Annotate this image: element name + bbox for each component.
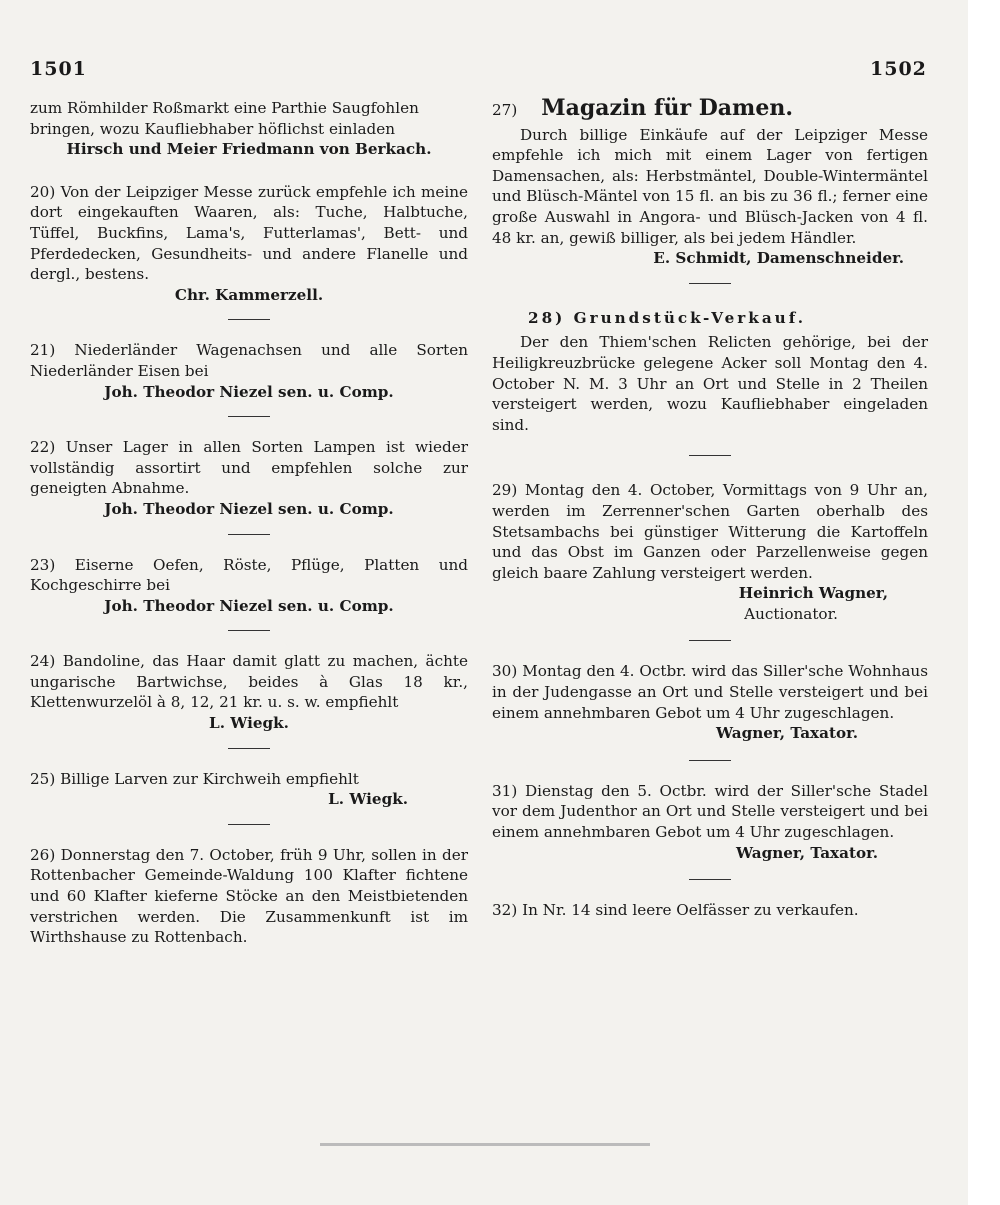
ad-26: [30, 845, 468, 948]
ad-number: 27): [492, 101, 518, 119]
ad-23: [30, 555, 468, 617]
ad-signature: Wagner, Taxator.: [736, 843, 878, 862]
ad-22: [30, 437, 468, 519]
ad-signature: Joh. Theodor Niezel sen. u. Comp.: [104, 499, 394, 518]
ad-27: [492, 95, 928, 269]
separator-rule: [689, 760, 731, 761]
separator-rule: [228, 630, 270, 631]
separator-rule: [689, 879, 731, 880]
ad-text: Der den Thiem'schen Relicten gehörige, bei der Heiligkreuzbrücke gelegene Acker soll Montag den 4. October N. M. 3 Uhr an Ort und Stelle in 2 Theilen versteigert werden, wozu Kaufliebhaber eingeladen sind.: [492, 333, 928, 434]
ad-heading: Magazin für Damen.: [541, 95, 793, 121]
ad-text: 22) Unser Lager in allen Sorten Lampen ist wieder vollständig assortirt und empfehlen solche zur geneigten Abnahme.: [30, 438, 468, 498]
ad-top-continuation: [30, 98, 468, 160]
ad-29: [492, 480, 928, 624]
separator-rule: [228, 416, 270, 417]
ad-32: [492, 900, 928, 921]
ad-text: 21) Niederländer Wagenachsen und alle Sorten Niederländer Eisen bei: [30, 341, 468, 380]
page-margin: [968, 0, 1000, 1205]
ad-text-line: bringen, wozu Kaufliebhaber höflichst einladen: [30, 119, 395, 138]
ad-text: Durch billige Einkäufe auf der Leipziger Messe empfehle ich mich mit einem Lager von fertigen Damensachen, als: Herbstmäntel, Double-Wintermäntel und Blüsch-Mäntel von 15 fl. an bis zu 36 fl.; ferner eine große Auswahl in Angora- und Blüsch-Jacken von 4 fl. 48 kr. an, gewiß billiger, als bei jedem Händler.: [492, 125, 928, 247]
ad-signature-title: Auctionator.: [744, 604, 838, 623]
right-column: [492, 95, 928, 921]
ad-20: [30, 182, 468, 306]
ad-text: 20) Von der Leipziger Messe zurück empfehle ich meine dort eingekauften Waaren, als: Tuche, Halbtuche, Tüffel, Buckfins, Lama's, Futterlamas', Bett- und Pferdedecken, Gesundheits- und andere Flanelle und dergl., bestens.: [30, 182, 468, 284]
ad-31: [492, 781, 928, 863]
separator-rule: [689, 455, 731, 456]
ad-text: 26) Donnerstag den 7. October, früh 9 Uhr, sollen in der Rottenbacher Gemeinde-Waldung 100 Klafter fichtene und 60 Klafter kieferne Stöcke an den Meistbietenden verstrichen werden. Die Zusammenkunft ist im Wirthshause zu Rottenbach.: [30, 845, 468, 947]
separator-rule: [228, 319, 270, 320]
separator-rule: [689, 640, 731, 641]
left-column: [30, 98, 468, 948]
ad-signature: L. Wiegk.: [328, 790, 408, 809]
ad-signature: Wagner, Taxator.: [716, 724, 858, 743]
page-number-left: 1501: [30, 58, 87, 80]
ad-signature: L. Wiegk.: [209, 714, 289, 733]
separator-rule: [689, 283, 731, 284]
ad-signature: Hirsch und Meier Friedmann von Berkach.: [66, 140, 432, 159]
ad-signature: Joh. Theodor Niezel sen. u. Comp.: [104, 596, 394, 615]
separator-rule: [228, 748, 270, 749]
ad-text: 29) Montag den 4. October, Vormittags von 9 Uhr an, werden im Zerrenner'schen Garten oberhalb des Stetsambachs bei günstiger Witterung die Kartoffeln und das Obst im Ganzen oder Parzellenweise gegen gleich baare Zahlung versteigert werden.: [492, 481, 928, 582]
bottom-rule: [320, 1143, 650, 1146]
ad-24: [30, 651, 468, 733]
ad-text: 30) Montag den 4. Octbr. wird das Siller'sche Wohnhaus in der Judengasse an Ort und Stelle versteigert und bei einem annehmbaren Gebot um 4 Uhr zugeschlagen.: [492, 662, 928, 722]
separator-rule: [228, 824, 270, 825]
ad-signature: E. Schmidt, Damenschneider.: [653, 249, 904, 268]
ad-text: 32) In Nr. 14 sind leere Oelfässer zu verkaufen.: [492, 901, 859, 920]
separator-rule: [228, 534, 270, 535]
ad-28: [492, 308, 928, 436]
ad-signature: Chr. Kammerzell.: [174, 285, 324, 304]
ad-text: 23) Eiserne Oefen, Röste, Pflüge, Platten und Kochgeschirre bei: [30, 555, 468, 595]
ad-30: [492, 661, 928, 743]
ad-25: [30, 769, 468, 810]
ad-21: [30, 340, 468, 402]
ad-text: 31) Dienstag den 5. Octbr. wird der Siller'sche Stadel vor dem Judenthor an Ort und Stelle versteigert und bei einem annehmbaren Gebot um 4 Uhr zugeschlagen.: [492, 781, 928, 842]
ad-text: 25) Billige Larven zur Kirchweih empfiehlt: [30, 769, 359, 788]
ad-heading: 28) Grundstück-Verkauf.: [528, 308, 806, 327]
ad-text: 24) Bandoline, das Haar damit glatt zu machen, ächte ungarische Bartwichse, beides à Glas 18 kr., Klettenwurzelöl à 8, 12, 21 kr. u. s. w. empfiehlt: [30, 652, 468, 712]
ad-text-line: zum Römhilder Roßmarkt eine Parthie Saugfohlen: [30, 99, 419, 117]
page-number-right: 1502: [870, 58, 927, 80]
ad-signature: Heinrich Wagner,: [738, 584, 888, 603]
ad-signature: Joh. Theodor Niezel sen. u. Comp.: [104, 382, 394, 401]
